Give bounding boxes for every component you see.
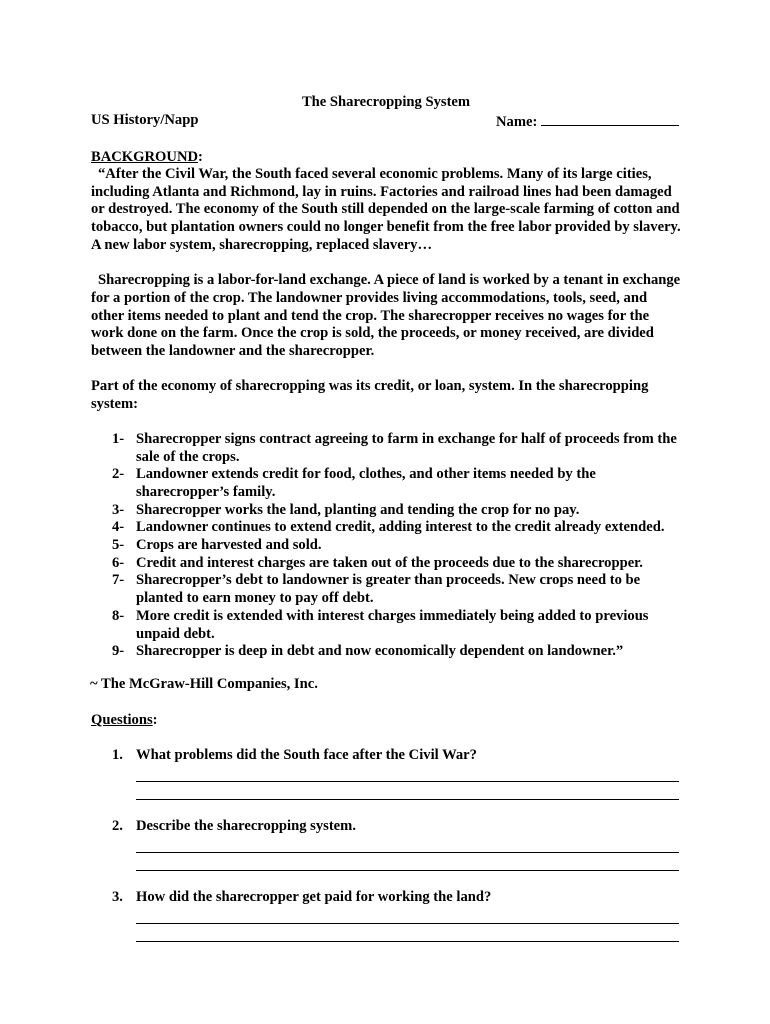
list-item: 8- More credit is extended with interest charges immediately being added to previous unpaid debt. — [112, 607, 649, 642]
list-item: 4- Landowner continues to extend credit, adding interest to the credit already extended. — [112, 519, 665, 536]
answer-line[interactable] — [136, 782, 679, 800]
list-item: 3- Sharecropper works the land, planting and tending the crop for no pay. — [112, 501, 580, 518]
question-2: 2. Describe the sharecropping system. — [112, 818, 356, 835]
answer-line[interactable] — [136, 853, 679, 871]
name-label: Name: — [496, 114, 538, 130]
list-item: 7- Sharecropper’s debt to landowner is greater than proceeds. New crops need to be planted to earn money to pay off debt. — [112, 572, 641, 607]
list-item: 1- Sharecropper signs contract agreeing to farm in exchange for half of proceeds from the sale of the crops. — [112, 430, 677, 465]
background-heading: BACKGROUND: — [91, 149, 203, 165]
list-item: 2- Landowner extends credit for food, clothes, and other items needed by the sharecropper’s family. — [112, 466, 596, 500]
credit-system-steps — [91, 431, 681, 661]
background-paragraph-3: Part of the economy of sharecropping was its credit, or loan, system. In the sharecropping system: — [91, 378, 649, 413]
name-field[interactable] — [496, 111, 679, 131]
answer-line[interactable] — [136, 764, 679, 782]
source-citation: ~ The McGraw-Hill Companies, Inc. — [90, 675, 318, 692]
list-item: 6- Credit and interest charges are taken out of the proceeds due to the sharecropper. — [112, 554, 643, 571]
answer-line[interactable] — [136, 835, 679, 853]
list-item: 9- Sharecropper is deep in debt and now economically dependent on landowner.” — [112, 643, 624, 660]
background-paragraph-2: Sharecropping is a labor-for-land exchange. A piece of land is worked by a tenant in exchange for a portion of the crop. The landowner provides living accommodations, tools, seed, and other items needed to plant and tend the crop. The sharecropper receives no wages for the work done on the farm. Once the crop is sold, the proceeds, or money received, are divided between the landowner and the sharecropper. — [91, 272, 681, 360]
answer-line[interactable] — [136, 924, 679, 942]
course-label: US History/Napp — [91, 112, 199, 128]
answer-line[interactable] — [136, 906, 679, 924]
background-paragraph-1: “After the Civil War, the South faced several economic problems. Many of its large cities, including Atlanta and Richmond, lay in ruins. Factories and railroad lines had been damaged or destroyed. The economy of the South still depended on the large-scale farming of cotton and tobacco, but plantation owners could no longer benefit from the free labor provided by slavery. A new labor system, sharecropping, replaced slavery… — [91, 166, 681, 253]
question-3: 3. How did the sharecropper get paid for working the land? — [112, 889, 492, 906]
questions-heading: Questions: — [91, 712, 158, 729]
question-1: 1. What problems did the South face after the Civil War? — [112, 747, 477, 764]
list-item: 5- Crops are harvested and sold. — [112, 537, 322, 554]
page-title: The Sharecropping System — [301, 94, 471, 110]
worksheet-page — [91, 93, 681, 942]
header-row — [91, 111, 681, 129]
name-blank-line[interactable] — [541, 111, 679, 126]
